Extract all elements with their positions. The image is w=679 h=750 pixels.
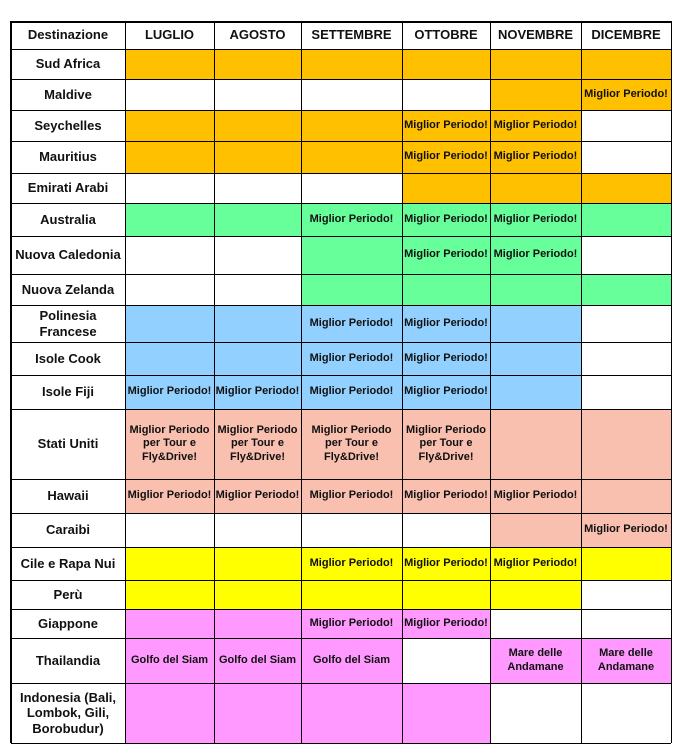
- month-cell: [301, 79, 402, 110]
- grid-line-horizontal: [11, 79, 671, 80]
- month-cell: [125, 110, 214, 141]
- month-cell: Miglior Periodo!: [402, 547, 490, 580]
- grid-line-horizontal: [11, 409, 671, 410]
- grid-line-vertical: [671, 21, 672, 743]
- grid-line-horizontal: [11, 141, 671, 142]
- month-cell: [581, 236, 671, 274]
- month-cell: Golfo del Siam: [214, 638, 301, 683]
- grid-line-horizontal: [11, 638, 671, 639]
- month-cell: Miglior Periodo!: [125, 479, 214, 513]
- month-cell: Miglior Periodo!: [402, 375, 490, 409]
- month-cell: [125, 141, 214, 173]
- month-cell: Miglior Periodo!: [402, 110, 490, 141]
- grid-line-horizontal: [11, 236, 671, 237]
- month-cell: [581, 173, 671, 203]
- grid-line-horizontal: [11, 609, 671, 610]
- month-cell: [490, 513, 581, 547]
- month-cell: [581, 342, 671, 375]
- header-month: NOVEMBRE: [490, 21, 581, 49]
- grid-line-horizontal: [11, 21, 671, 23]
- month-cell: Miglior Periodo per Tour e Fly&Drive!: [214, 409, 301, 479]
- month-cell: [402, 683, 490, 743]
- month-cell: [581, 49, 671, 79]
- grid-line-horizontal: [11, 173, 671, 174]
- month-cell: [490, 580, 581, 609]
- month-cell: [125, 342, 214, 375]
- month-cell: [214, 141, 301, 173]
- month-cell: [125, 683, 214, 743]
- month-cell: [490, 375, 581, 409]
- grid-line-horizontal: [11, 305, 671, 306]
- month-cell: Miglior Periodo!: [490, 236, 581, 274]
- grid-line-vertical: [402, 21, 403, 743]
- grid-line-horizontal: [11, 49, 671, 50]
- month-cell: [125, 305, 214, 342]
- grid-line-horizontal: [11, 580, 671, 581]
- row-destination: Cile e Rapa Nui: [11, 547, 125, 580]
- grid-line-horizontal: [11, 547, 671, 548]
- month-cell: [214, 609, 301, 638]
- month-cell: [125, 79, 214, 110]
- month-cell: [490, 409, 581, 479]
- month-cell: Miglior Periodo!: [301, 547, 402, 580]
- month-cell: [581, 683, 671, 743]
- month-cell: [402, 79, 490, 110]
- month-cell: [301, 513, 402, 547]
- month-cell: Miglior Periodo!: [301, 203, 402, 236]
- month-cell: Miglior Periodo!: [490, 203, 581, 236]
- month-cell: [490, 342, 581, 375]
- month-cell: [214, 513, 301, 547]
- month-cell: Miglior Periodo!: [402, 479, 490, 513]
- month-cell: [490, 173, 581, 203]
- month-cell: [490, 305, 581, 342]
- month-cell: [301, 274, 402, 305]
- month-cell: [125, 173, 214, 203]
- month-cell: Miglior Periodo!: [214, 479, 301, 513]
- row-destination: Maldive: [11, 79, 125, 110]
- month-cell: [402, 173, 490, 203]
- month-cell: Golfo del Siam: [125, 638, 214, 683]
- month-cell: Miglior Periodo!: [402, 342, 490, 375]
- month-cell: [402, 638, 490, 683]
- row-destination: Indonesia (Bali, Lombok, Gili, Borobudur): [11, 683, 125, 743]
- month-cell: [125, 513, 214, 547]
- month-cell: [214, 110, 301, 141]
- month-cell: Miglior Periodo!: [214, 375, 301, 409]
- month-cell: [125, 203, 214, 236]
- month-cell: [214, 79, 301, 110]
- row-destination: Hawaii: [11, 479, 125, 513]
- month-cell: Miglior Periodo!: [402, 305, 490, 342]
- row-destination: Nuova Caledonia: [11, 236, 125, 274]
- grid-line-vertical: [581, 21, 582, 743]
- row-destination: Australia: [11, 203, 125, 236]
- row-destination: Isole Fiji: [11, 375, 125, 409]
- row-destination: Emirati Arabi: [11, 173, 125, 203]
- header-month: OTTOBRE: [402, 21, 490, 49]
- month-cell: [214, 236, 301, 274]
- header-month: AGOSTO: [214, 21, 301, 49]
- month-cell: Miglior Periodo per Tour e Fly&Drive!: [125, 409, 214, 479]
- month-cell: [214, 547, 301, 580]
- month-cell: Miglior Periodo!: [301, 375, 402, 409]
- grid-line-horizontal: [11, 479, 671, 480]
- month-cell: Miglior Periodo!: [301, 609, 402, 638]
- month-cell: [125, 274, 214, 305]
- row-destination: Giappone: [11, 609, 125, 638]
- month-cell: [581, 110, 671, 141]
- month-cell: [301, 49, 402, 79]
- month-cell: [301, 173, 402, 203]
- row-destination: Mauritius: [11, 141, 125, 173]
- month-cell: Miglior Periodo!: [490, 141, 581, 173]
- row-destination: Polinesia Francese: [11, 305, 125, 342]
- header-month: DICEMBRE: [581, 21, 671, 49]
- month-cell: [581, 274, 671, 305]
- month-cell: [214, 203, 301, 236]
- month-cell: Miglior Periodo!: [402, 609, 490, 638]
- row-destination: Nuova Zelanda: [11, 274, 125, 305]
- row-destination: Caraibi: [11, 513, 125, 547]
- month-cell: [490, 79, 581, 110]
- month-cell: [301, 683, 402, 743]
- row-destination: Sud Africa: [11, 49, 125, 79]
- month-cell: Miglior Periodo!: [581, 79, 671, 110]
- month-cell: [301, 110, 402, 141]
- month-cell: [490, 609, 581, 638]
- month-cell: [402, 580, 490, 609]
- row-destination: Thailandia: [11, 638, 125, 683]
- month-cell: [214, 49, 301, 79]
- grid-line-vertical: [214, 21, 215, 743]
- month-cell: Miglior Periodo!: [402, 236, 490, 274]
- month-cell: [490, 274, 581, 305]
- month-cell: Miglior Periodo!: [301, 479, 402, 513]
- month-cell: [125, 580, 214, 609]
- row-destination: Perù: [11, 580, 125, 609]
- month-cell: [125, 236, 214, 274]
- month-cell: [214, 274, 301, 305]
- month-cell: [581, 203, 671, 236]
- month-cell: [581, 479, 671, 513]
- month-cell: [581, 409, 671, 479]
- month-cell: Miglior Periodo!: [402, 203, 490, 236]
- month-cell: [581, 375, 671, 409]
- month-cell: Miglior Periodo!: [301, 342, 402, 375]
- grid-line-horizontal: [11, 375, 671, 376]
- month-cell: [301, 141, 402, 173]
- month-cell: Miglior Periodo!: [581, 513, 671, 547]
- month-cell: Miglior Periodo!: [490, 547, 581, 580]
- month-cell: [125, 49, 214, 79]
- month-cell: Miglior Periodo!: [125, 375, 214, 409]
- month-cell: [125, 609, 214, 638]
- grid-line-horizontal: [11, 203, 671, 204]
- month-cell: Mare delle Andamane: [490, 638, 581, 683]
- grid-line-horizontal: [11, 683, 671, 684]
- grid-line-horizontal: [11, 274, 671, 275]
- grid-line-vertical: [301, 21, 302, 743]
- month-cell: Golfo del Siam: [301, 638, 402, 683]
- month-cell: [301, 236, 402, 274]
- grid-line-vertical: [125, 21, 126, 743]
- month-cell: [402, 49, 490, 79]
- grid-line-horizontal: [11, 513, 671, 514]
- month-cell: [581, 141, 671, 173]
- month-cell: [214, 305, 301, 342]
- month-cell: [490, 683, 581, 743]
- month-cell: [581, 609, 671, 638]
- month-cell: [402, 274, 490, 305]
- month-cell: [214, 683, 301, 743]
- header-month: SETTEMBRE: [301, 21, 402, 49]
- month-cell: Miglior Periodo!: [490, 479, 581, 513]
- header-month: LUGLIO: [125, 21, 214, 49]
- grid-line-horizontal: [11, 342, 671, 343]
- month-cell: [581, 305, 671, 342]
- header-destination: Destinazione: [11, 21, 125, 49]
- month-cell: [301, 580, 402, 609]
- month-cell: Miglior Periodo!: [402, 141, 490, 173]
- grid-line-horizontal: [11, 743, 671, 744]
- month-cell: Mare delle Andamane: [581, 638, 671, 683]
- month-cell: [490, 49, 581, 79]
- month-cell: Miglior Periodo per Tour e Fly&Drive!: [402, 409, 490, 479]
- grid-line-horizontal: [11, 110, 671, 111]
- month-cell: [581, 580, 671, 609]
- month-cell: Miglior Periodo!: [301, 305, 402, 342]
- month-cell: [581, 547, 671, 580]
- month-cell: [214, 580, 301, 609]
- row-destination: Isole Cook: [11, 342, 125, 375]
- month-cell: [125, 547, 214, 580]
- grid-line-vertical: [490, 21, 491, 743]
- month-cell: [402, 513, 490, 547]
- grid-line-vertical: [10, 21, 12, 743]
- month-cell: [214, 342, 301, 375]
- month-cell: [214, 173, 301, 203]
- month-cell: Miglior Periodo per Tour e Fly&Drive!: [301, 409, 402, 479]
- month-cell: Miglior Periodo!: [490, 110, 581, 141]
- row-destination: Stati Uniti: [11, 409, 125, 479]
- row-destination: Seychelles: [11, 110, 125, 141]
